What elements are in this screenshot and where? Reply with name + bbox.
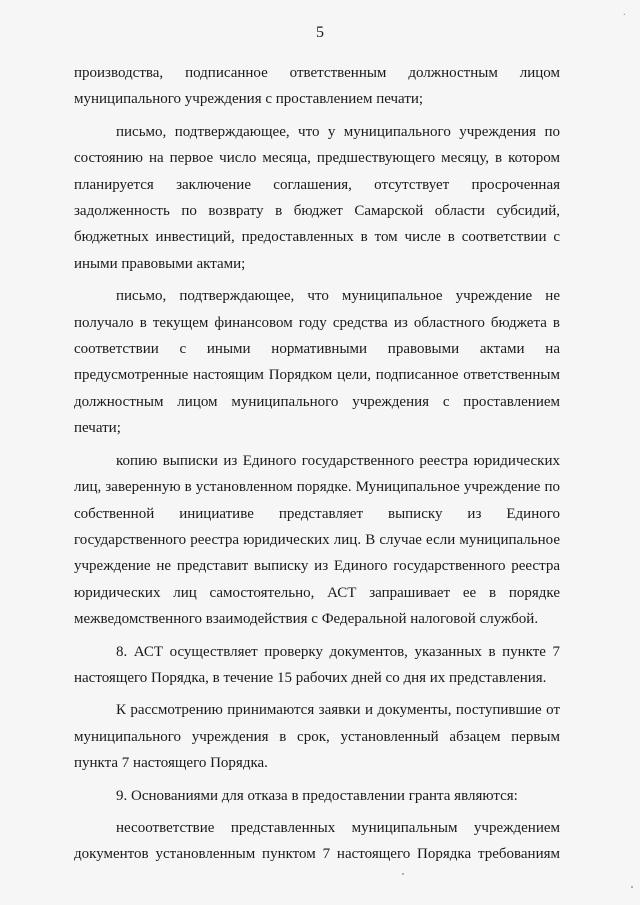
page-number: 5: [316, 24, 324, 41]
paragraph-letter-no-debt: письмо, подтверждающее, что у муниципального учреждения по состоянию на первое число месяца, предшествующего месяцу, в котором планируется заключение соглашения, отсутствует просроченная задолженность по возврату в бюджет Самарской области субсидий, бюджетных инвестиций, предоставленных в том числе в соответствии с иными правовыми актами;: [74, 123, 560, 272]
corner-mark: ·: [622, 10, 626, 21]
paragraph-letter-no-funds: письмо, подтверждающее, что муниципальное учреждение не получало в текущем финансовом году средства из областного бюджета в соответствии с иными нормативными правовыми актами на предусмотренные настоящим Порядком цели, подписанное ответственным должностным лицом муниципального учреждения с проставлением печати;: [74, 288, 560, 437]
paragraph-registry-extract: копию выписки из Единого государственного реестра юридических лиц, заверенную в установленном порядке. Муниципальное учреждение по собственной инициативе представляет выписку из Единого государственного реестра юридических лиц. В случае если муниципальное учреждение не представит выписку из Единого государственного реестра юридических лиц самостоятельно, АСТ запрашивает ее в порядке межведомственного взаимодействия с Федеральной налоговой службой.: [74, 452, 560, 628]
scan-speck: [402, 873, 404, 875]
scan-speck: [631, 886, 633, 888]
paragraph-item-9: 9. Основаниями для отказа в предоставлении гранта являются:: [116, 787, 518, 804]
paragraph-continuation: производства, подписанное ответственным должностным лицом муниципального учреждения с проставлением печати;: [74, 65, 560, 108]
document-body: [74, 60, 560, 868]
paragraph-acceptance: К рассмотрению принимаются заявки и документы, поступившие от муниципального учреждения в срок, установленный абзацем первым пункта 7 настоящего Порядка.: [74, 702, 560, 772]
paragraph-item-8: 8. АСТ осуществляет проверку документов, указанных в пункте 7 настоящего Порядка, в течение 15 рабочих дней со дня их представления.: [74, 643, 560, 686]
paragraph-refusal-reason: несоответствие представленных муниципальным учреждением документов установленным пунктом 7 настоящего Порядка требованиям: [74, 819, 560, 863]
